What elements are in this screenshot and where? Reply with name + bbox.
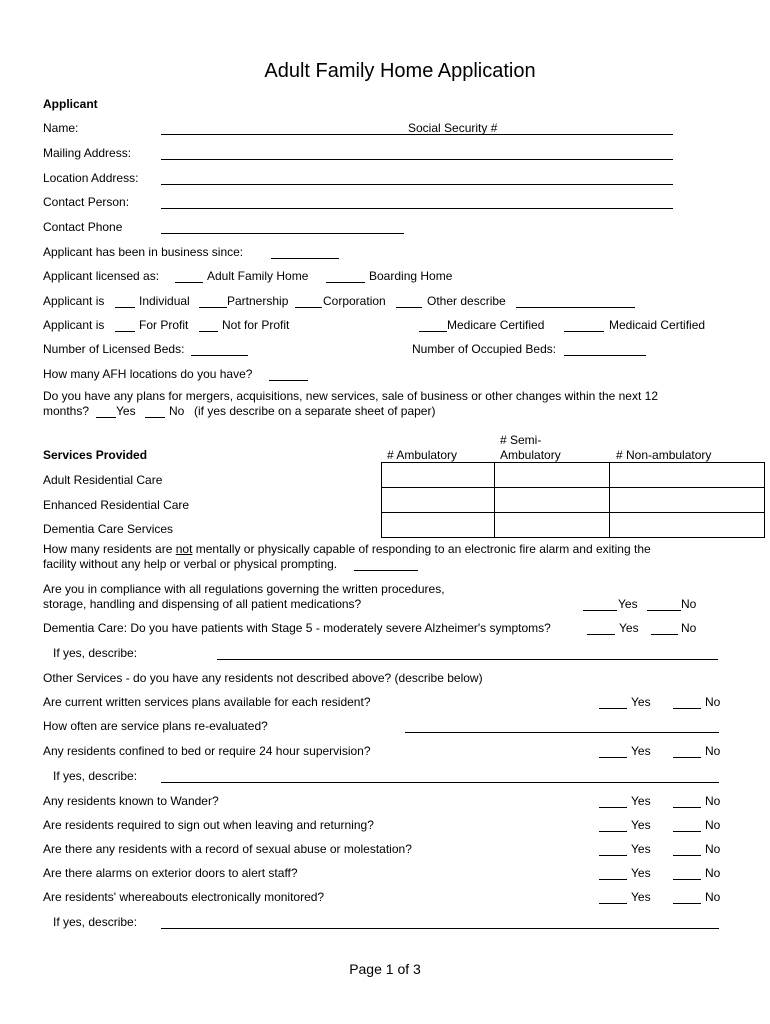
service-row-label: Enhanced Residential Care — [43, 498, 190, 512]
other-option: Other describe — [427, 294, 506, 308]
licensed-afh-blank[interactable] — [175, 282, 203, 283]
occupied-beds-label: Number of Occupied Beds: — [412, 342, 557, 356]
abuse-yes: Yes — [631, 842, 651, 856]
medications-no: No — [681, 597, 697, 611]
sign-out-yes: Yes — [631, 818, 651, 832]
table-row — [382, 513, 765, 538]
page-title: Adult Family Home Application — [264, 60, 536, 82]
dementia-no-blank[interactable] — [651, 634, 678, 635]
licensed-afh-option: Adult Family Home — [207, 269, 309, 283]
abuse-question: Are there any residents with a record of sexual abuse or molestation? — [43, 842, 412, 856]
col-ambulatory: # Ambulatory — [387, 448, 458, 462]
abuse-yes-blank[interactable] — [599, 855, 627, 856]
other-describe-field[interactable] — [516, 307, 635, 308]
monitored-no: No — [705, 890, 721, 904]
reevaluated-field[interactable] — [405, 732, 719, 733]
contact-phone-label: Contact Phone — [43, 220, 123, 234]
dementia-describe-label: If yes, describe: — [53, 646, 138, 660]
applicant-type-label: Applicant is — [43, 294, 105, 308]
col-non-ambulatory: # Non-ambulatory — [616, 448, 712, 462]
occupied-beds-field[interactable] — [564, 355, 646, 356]
medicaid-blank[interactable] — [564, 331, 604, 332]
confined-question: Any residents confined to bed or require 24 hour supervision? — [43, 744, 371, 758]
table-row — [382, 463, 765, 488]
reevaluated-question: How often are service plans re-evaluated? — [43, 719, 268, 733]
individual-blank[interactable] — [115, 307, 135, 308]
service-plans-yes: Yes — [631, 695, 651, 709]
name-label: Name: — [43, 121, 79, 135]
contact-phone-field[interactable] — [161, 233, 404, 234]
monitored-no-blank[interactable] — [673, 903, 701, 904]
medications-no-blank[interactable] — [647, 610, 681, 611]
abuse-no-blank[interactable] — [673, 855, 701, 856]
services-table — [381, 462, 765, 538]
service-row-label: Dementia Care Services — [43, 522, 174, 536]
alarms-no: No — [705, 866, 721, 880]
partnership-blank[interactable] — [199, 307, 227, 308]
cell-ambulatory[interactable] — [382, 463, 495, 488]
corporation-blank[interactable] — [295, 307, 322, 308]
abuse-no: No — [705, 842, 721, 856]
name-field[interactable] — [161, 134, 673, 135]
dementia-no: No — [681, 621, 697, 635]
cell-semi-ambulatory[interactable] — [495, 513, 610, 538]
individual-option: Individual — [139, 294, 190, 308]
business-since-label: Applicant has been in business since: — [43, 245, 244, 259]
contact-person-label: Contact Person: — [43, 195, 130, 209]
dementia-yes: Yes — [619, 621, 639, 635]
wander-yes-blank[interactable] — [599, 807, 627, 808]
afh-locations-field[interactable] — [269, 380, 308, 381]
fire-alarm-question-2: facility without any help or verbal or physical prompting. — [43, 557, 338, 571]
licensed-as-label: Applicant licensed as: — [43, 269, 160, 283]
for-profit-blank[interactable] — [115, 331, 135, 332]
sign-out-no: No — [705, 818, 721, 832]
table-row — [382, 488, 765, 513]
fire-alarm-text-1: How many residents are — [43, 542, 176, 556]
fire-alarm-not: not — [175, 542, 193, 556]
alarms-yes: Yes — [631, 866, 651, 880]
licensed-boarding-option: Boarding Home — [369, 269, 453, 283]
medications-yes: Yes — [618, 597, 638, 611]
not-for-profit-option: Not for Profit — [222, 318, 290, 332]
cell-non-ambulatory[interactable] — [610, 463, 765, 488]
alarms-question: Are there alarms on exterior doors to alert staff? — [43, 866, 298, 880]
corporation-option: Corporation — [323, 294, 386, 308]
service-plans-question: Are current written services plans available for each resident? — [43, 695, 371, 709]
medications-question-1: Are you in compliance with all regulations governing the written procedures, — [43, 582, 445, 596]
plans-yes-blank[interactable] — [96, 417, 116, 418]
confined-describe-field[interactable] — [161, 782, 719, 783]
service-plans-no: No — [705, 695, 721, 709]
confined-describe-label: If yes, describe: — [53, 769, 138, 783]
cell-semi-ambulatory[interactable] — [495, 463, 610, 488]
location-address-label: Location Address: — [43, 171, 139, 185]
location-address-field[interactable] — [161, 184, 673, 185]
mailing-address-label: Mailing Address: — [43, 146, 132, 160]
mailing-address-field[interactable] — [161, 159, 673, 160]
fire-alarm-question — [43, 542, 651, 556]
col-semi-ambulatory-2: Ambulatory — [500, 448, 561, 462]
plans-no-blank[interactable] — [145, 417, 165, 418]
plans-question: Do you have any plans for mergers, acquisitions, new services, sale of business or other changes within the next 12 — [43, 389, 658, 403]
sign-out-no-blank[interactable] — [673, 831, 701, 832]
medicaid-option: Medicaid Certified — [609, 318, 706, 332]
medicare-blank[interactable] — [419, 331, 447, 332]
licensed-beds-label: Number of Licensed Beds: — [43, 342, 185, 356]
col-semi-ambulatory-1: # Semi- — [500, 433, 542, 447]
wander-no-blank[interactable] — [673, 807, 701, 808]
applicant-heading: Applicant — [43, 97, 98, 111]
medications-yes-blank[interactable] — [583, 610, 617, 611]
monitored-describe-field[interactable] — [161, 928, 719, 929]
plans-no-option: No — [169, 404, 185, 418]
sign-out-question: Are residents required to sign out when leaving and returning? — [43, 818, 374, 832]
confined-no-blank[interactable] — [673, 757, 701, 758]
business-since-field[interactable] — [271, 258, 339, 259]
other-blank[interactable] — [396, 307, 422, 308]
service-plans-no-blank[interactable] — [673, 708, 701, 709]
services-heading: Services Provided — [43, 448, 148, 462]
medicare-option: Medicare Certified — [447, 318, 545, 332]
other-services-question: Other Services - do you have any residents not described above? (describe below) — [43, 671, 483, 685]
for-profit-option: For Profit — [139, 318, 189, 332]
cell-semi-ambulatory[interactable] — [495, 488, 610, 513]
page-number: Page 1 of 3 — [349, 961, 421, 977]
sign-out-yes-blank[interactable] — [599, 831, 627, 832]
wander-yes: Yes — [631, 794, 651, 808]
fire-alarm-text-2: mentally or physically capable of responding to an electronic fire alarm and exiting the — [192, 542, 651, 556]
wander-no: No — [705, 794, 721, 808]
wander-question: Any residents known to Wander? — [43, 794, 219, 808]
service-plans-yes-blank[interactable] — [599, 708, 627, 709]
ssn-label: Social Security # — [408, 121, 498, 135]
plans-months-label: months? — [43, 404, 90, 418]
dementia-question: Dementia Care: Do you have patients with Stage 5 - moderately severe Alzheimer's symptoms? — [43, 621, 551, 635]
alarms-yes-blank[interactable] — [599, 879, 627, 880]
monitored-question: Are residents' whereabouts electronically monitored? — [43, 890, 325, 904]
dementia-yes-blank[interactable] — [587, 634, 615, 635]
cell-ambulatory[interactable] — [382, 513, 495, 538]
fire-alarm-field[interactable] — [354, 570, 418, 571]
afh-locations-label: How many AFH locations do you have? — [43, 367, 253, 381]
cell-non-ambulatory[interactable] — [610, 513, 765, 538]
confined-yes-blank[interactable] — [599, 757, 627, 758]
dementia-describe-field[interactable] — [217, 659, 718, 660]
plans-note: (if yes describe on a separate sheet of paper) — [194, 404, 436, 418]
plans-yes-option: Yes — [116, 404, 136, 418]
confined-no: No — [705, 744, 721, 758]
cell-non-ambulatory[interactable] — [610, 488, 765, 513]
monitored-yes-blank[interactable] — [599, 903, 627, 904]
profit-status-label: Applicant is — [43, 318, 105, 332]
medications-question-2: storage, handling and dispensing of all patient medications? — [43, 597, 362, 611]
licensed-beds-field[interactable] — [191, 355, 248, 356]
monitored-yes: Yes — [631, 890, 651, 904]
monitored-describe-label: If yes, describe: — [53, 915, 138, 929]
partnership-option: Partnership — [227, 294, 289, 308]
cell-ambulatory[interactable] — [382, 488, 495, 513]
contact-person-field[interactable] — [161, 208, 673, 209]
alarms-no-blank[interactable] — [673, 879, 701, 880]
licensed-boarding-blank[interactable] — [326, 282, 365, 283]
not-for-profit-blank[interactable] — [199, 331, 218, 332]
confined-yes: Yes — [631, 744, 651, 758]
service-row-label: Adult Residential Care — [43, 473, 163, 487]
